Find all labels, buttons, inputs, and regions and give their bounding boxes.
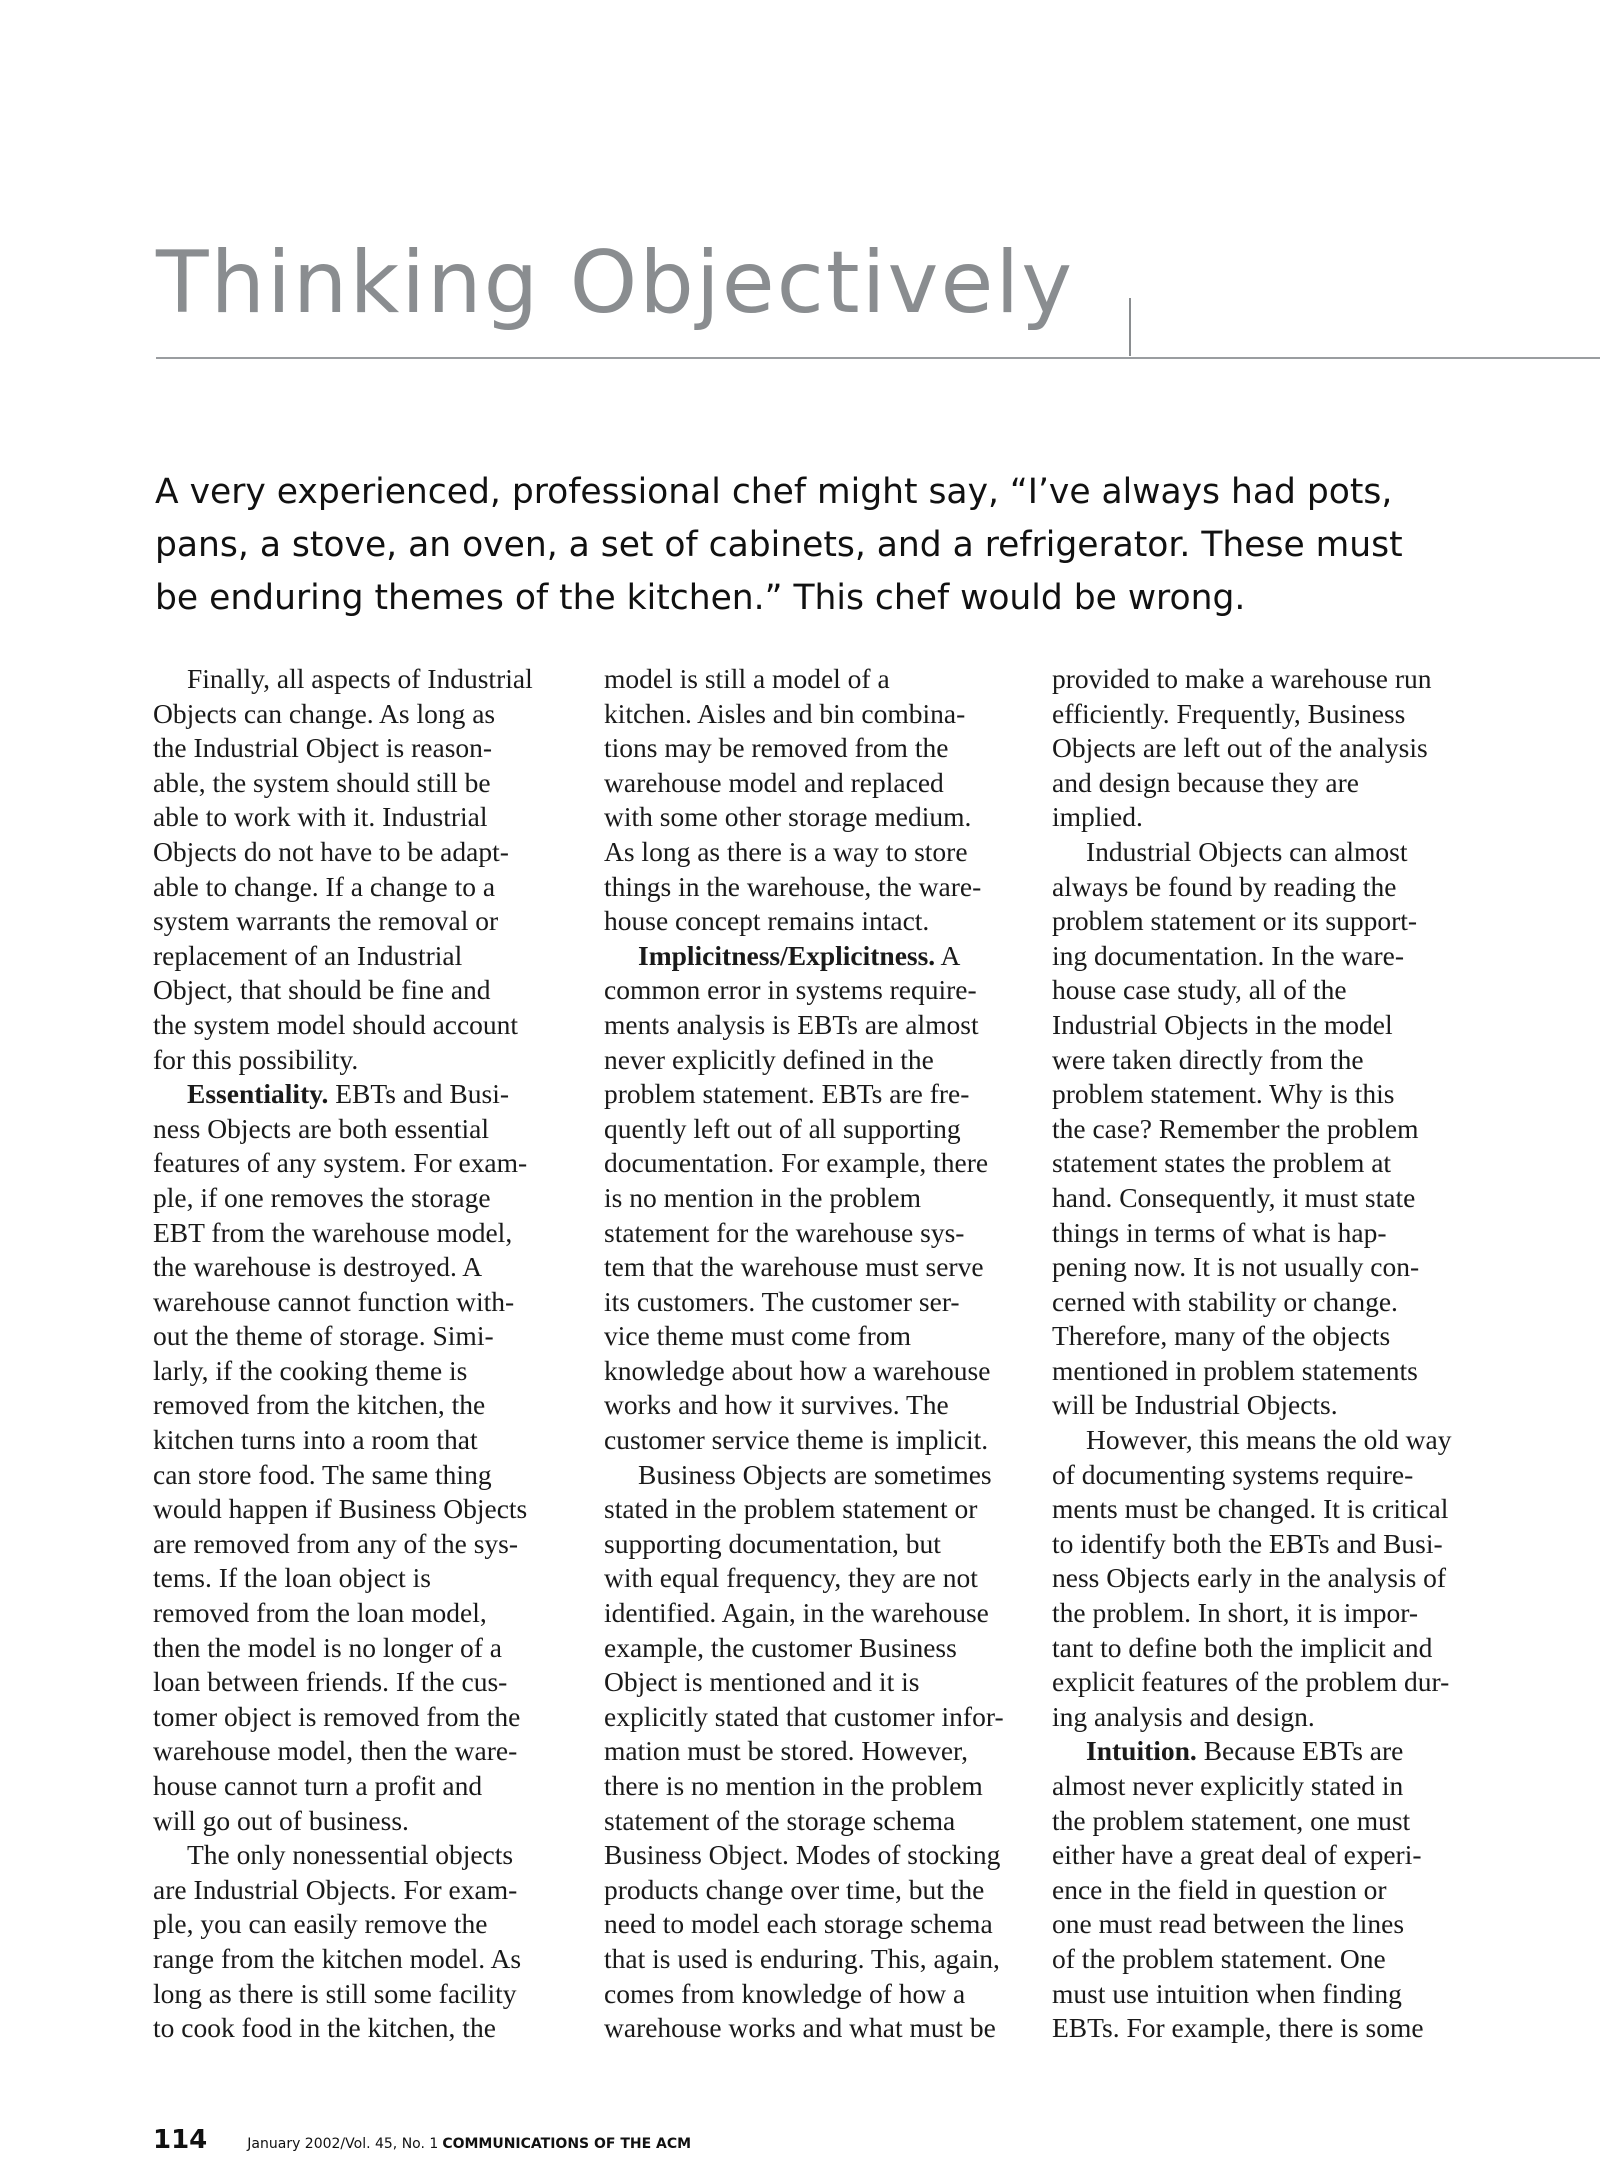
body-line: for this possibility. [153,1043,359,1075]
body-line: can store food. The same thing [153,1458,492,1490]
body-line: warehouse model and replaced [604,766,944,798]
body-line: to identify both the EBTs and Busi- [1052,1527,1443,1559]
body-line: vice theme must come from [604,1320,911,1352]
body-line: are removed from any of the sys- [153,1527,519,1559]
body-line: of documenting systems require- [1052,1458,1414,1490]
article-deck: A very experienced, professional chef might say, “I’ve always had pots, pans, a stove, an oven, a set of cabinets, and a refrigerator. These must be enduring themes of the kitchen.” This chef would be wrong. [155,472,1403,618]
body-line: warehouse model, then the ware- [153,1735,518,1767]
body-line: As long as there is a way to store [604,835,968,867]
body-line: to cook food in the kitchen, the [153,2012,496,2044]
body-line: Object is mentioned and it is [604,1666,920,1698]
body-line: always be found by reading the [1052,870,1397,902]
body-line: Industrial Objects in the model [1052,1008,1393,1040]
body-line: ness Objects early in the analysis of [1052,1562,1447,1594]
body-line: warehouse cannot function with- [153,1285,515,1317]
body-text: Because EBTs are [1196,1735,1404,1767]
body-line: comes from knowledge of how a [604,1977,966,2009]
body-line: will be Industrial Objects. [1052,1389,1338,1421]
body-line: is no mention in the problem [604,1181,921,1213]
body-line: explicit features of the problem dur- [1052,1666,1450,1698]
page-number: 114 [153,2125,208,2155]
body-line: quently left out of all supporting [604,1112,961,1144]
body-line: problem statement. EBTs are fre- [604,1078,970,1110]
body-line: were taken directly from the [1052,1043,1364,1075]
body-line: the Industrial Object is reason- [153,732,493,764]
title-rule [156,357,1600,359]
body-line: kitchen. Aisles and bin combina- [604,697,966,729]
body-line: with equal frequency, they are not [604,1562,978,1594]
body-line: statement states the problem at [1052,1147,1392,1179]
section-heading-intuition: Intuition. [1086,1735,1197,1767]
body-line: example, the customer Business [604,1631,957,1663]
body-line: common error in systems require- [604,974,977,1006]
body-line: Therefore, many of the objects [1052,1320,1391,1352]
body-line: its customers. The customer ser- [604,1285,960,1317]
body-line: products change over time, but the [604,1873,985,1905]
body-line: either have a great deal of experi- [1052,1839,1422,1871]
body-line: ence in the field in question or [1052,1873,1387,1905]
body-line: statement of the storage schema [604,1804,956,1836]
body-line: the warehouse is destroyed. A [153,1251,483,1283]
body-line: warehouse works and what must be [604,2012,996,2044]
body-line: cerned with stability or change. [1052,1285,1398,1317]
body-text: A [935,939,961,971]
body-line: tomer object is removed from the [153,1700,521,1732]
body-line: ple, you can easily remove the [153,1908,488,1940]
body-line: out the theme of storage. Simi- [153,1320,494,1352]
body-line: ple, if one removes the storage [153,1181,491,1213]
body-line: are Industrial Objects. For exam- [153,1873,518,1905]
body-line: ness Objects are both essential [153,1112,490,1144]
body-line: tem that the warehouse must serve [604,1251,984,1283]
body-line: Objects are left out of the analysis [1052,732,1428,764]
section-heading-implicitness: Implicitness/Explicitness. [638,939,936,971]
section-heading-essentiality: Essentiality. [187,1078,329,1110]
body-line: hand. Consequently, it must state [1052,1181,1416,1213]
body-line: able, the system should still be [153,766,491,798]
body-line: range from the kitchen model. As [153,1942,522,1974]
body-line: able to change. If a change to a [153,870,496,902]
body-line: implied. [1052,801,1143,833]
body-line: problem statement or its support- [1052,905,1418,937]
body-line: then the model is no longer of a [153,1631,503,1663]
body-line: Business Object. Modes of stocking [604,1839,1001,1871]
body-line: documentation. For example, there [604,1147,989,1179]
body-line [1052,1734,1467,1769]
body-line: supporting documentation, but [604,1527,941,1559]
body-line: features of any system. For exam- [153,1147,528,1179]
body-line: replacement of an Industrial [153,939,463,971]
body-line: ments must be changed. It is critical [1052,1493,1449,1525]
journal-name: COMMUNICATIONS OF THE ACM [442,2136,692,2152]
body-line: house case study, all of the [1052,974,1347,1006]
body-line: never explicitly defined in the [604,1043,934,1075]
title-accent-bar [1129,298,1131,356]
body-line: kitchen turns into a room that [153,1424,478,1456]
body-line: house cannot turn a profit and [153,1770,483,1801]
body-line: Objects can change. As long as [153,697,496,729]
body-line: the problem. In short, it is impor- [1052,1597,1419,1629]
body-line [153,1077,568,1112]
page-footer [153,2125,691,2155]
body-line: long as there is still some facility [153,1977,517,2009]
body-line: there is no mention in the problem [604,1770,983,1801]
body-line: of the problem statement. One [1052,1942,1386,1974]
body-line: efficiently. Frequently, Business [1052,697,1406,729]
body-line: and design because they are [1052,766,1359,798]
body-line: explicitly stated that customer infor- [604,1700,1004,1732]
body-line: statement for the warehouse sys- [604,1216,965,1248]
body-line: EBT from the warehouse model, [153,1216,513,1248]
body-line: knowledge about how a warehouse [604,1354,991,1386]
body-line: tions may be removed from the [604,732,949,764]
body-line: tems. If the loan object is [153,1562,431,1594]
body-line: will go out of business. [153,1804,409,1836]
body-line: house concept remains intact. [604,905,930,937]
body-line: identified. Again, in the warehouse [604,1597,989,1629]
body-line: tant to define both the implicit and [1052,1631,1433,1663]
body-line: Objects do not have to be adapt- [153,835,509,867]
body-line: model is still a model of a [604,663,890,694]
body-line: the problem statement, one must [1052,1804,1411,1836]
body-line: larly, if the cooking theme is [153,1354,468,1386]
body-line: mation must be stored. However, [604,1735,968,1767]
issue-info: January 2002/Vol. 45, No. 1 [247,2136,439,2152]
body-line: Industrial Objects can almost [1086,835,1408,867]
body-line: Business Objects are sometimes [638,1458,992,1490]
body-line: However, this means the old way [1086,1424,1452,1456]
body-line: need to model each storage schema [604,1908,993,1940]
body-line: ments analysis is EBTs are almost [604,1008,979,1040]
body-line: must use intuition when finding [1052,1977,1402,2009]
body-line: The only nonessential objects [187,1839,514,1871]
body-line: loan between friends. If the cus- [153,1666,508,1698]
body-line: problem statement. Why is this [1052,1078,1395,1110]
body-line: one must read between the lines [1052,1908,1405,1940]
body-line: things in terms of what is hap- [1052,1216,1387,1248]
body-line [604,939,1019,974]
body-line: the case? Remember the problem [1052,1112,1419,1144]
body-line: Object, that should be fine and [153,974,491,1006]
body-line: removed from the loan model, [153,1597,487,1629]
body-line: works and how it survives. The [604,1389,949,1421]
body-line: Finally, all aspects of Industrial [187,663,533,694]
body-line: the system model should account [153,1008,519,1040]
article-title: Thinking Objectively [156,233,1075,333]
body-line: would happen if Business Objects [153,1493,528,1525]
body-line: that is used is enduring. This, again, [604,1942,1000,1974]
body-line: provided to make a warehouse run [1052,663,1432,694]
body-text: EBTs and Busi- [328,1078,509,1110]
body-column-1 [153,662,568,2046]
body-line: customer service theme is implicit. [604,1424,989,1456]
body-column-3 [1052,662,1467,2046]
body-line: ing analysis and design. [1052,1700,1315,1732]
body-line: almost never explicitly stated in [1052,1770,1404,1801]
body-line: ing documentation. In the ware- [1052,939,1405,971]
body-line: mentioned in problem statements [1052,1354,1418,1386]
body-line: things in the warehouse, the ware- [604,870,982,902]
body-line: system warrants the removal or [153,905,499,937]
body-line: able to work with it. Industrial [153,801,488,833]
body-line: EBTs. For example, there is some [1052,2012,1424,2044]
body-column-2 [604,662,1019,2046]
body-line: stated in the problem statement or [604,1493,978,1525]
body-line: removed from the kitchen, the [153,1389,486,1421]
body-line: with some other storage medium. [604,801,972,833]
body-line: pening now. It is not usually con- [1052,1251,1420,1283]
